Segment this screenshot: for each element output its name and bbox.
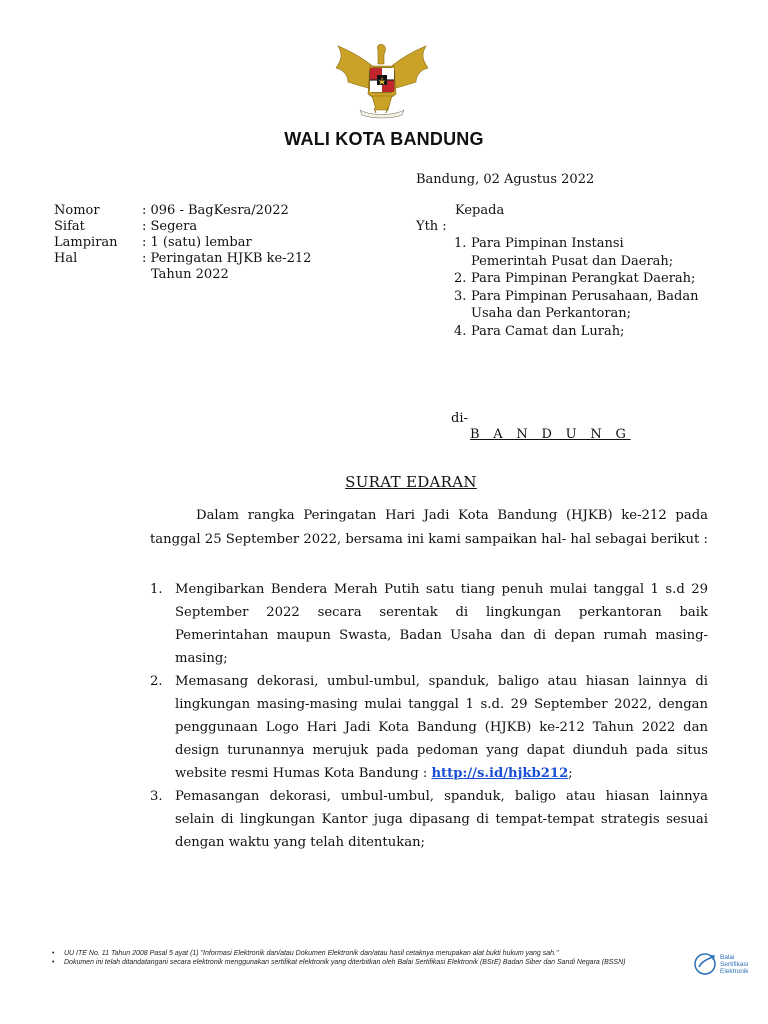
letter-date: Bandung, 02 Agustus 2022 bbox=[416, 172, 595, 187]
recipient-text: Para Camat dan Lurah; bbox=[471, 323, 625, 339]
recipient-yth: Yth : bbox=[416, 219, 447, 234]
bsre-logo bbox=[694, 951, 764, 979]
bsre-label-line: Balai bbox=[720, 954, 735, 961]
page-title: WALI KOTA BANDUNG bbox=[284, 129, 484, 149]
instruction-number: 3. bbox=[150, 789, 163, 804]
footer-note-text: UU ITE No. 11 Tahun 2008 Pasal 5 ayat (1) "Informasi Elektronik dan/atau Dokumen Elektronik dan/atau hasil cetaknya merupakan alat bukti hukum yang sah." bbox=[64, 950, 559, 957]
meta-value: : Segera bbox=[142, 219, 198, 234]
recipient-number: 3. bbox=[454, 288, 467, 304]
recipient-di: di- bbox=[451, 411, 468, 426]
meta-key: Lampiran bbox=[54, 235, 118, 250]
recipient-item bbox=[451, 235, 701, 270]
recipient-city: B A N D U N G bbox=[470, 427, 631, 442]
meta-row-hal bbox=[54, 251, 311, 267]
bsre-label-line: Elektronik bbox=[720, 968, 749, 975]
instruction-item bbox=[150, 670, 708, 785]
meta-row-hal-cont bbox=[54, 267, 311, 283]
instruction-text: Pemasangan dekorasi, umbul-umbul, spanduk, baligo atau hiasan lainnya selain di lingkungan Kantor juga dipasang di tempat-tempat strategis sesuai dengan waktu yang telah ditentukan; bbox=[175, 789, 708, 850]
instruction-text: Mengibarkan Bendera Merah Putih satu tiang penuh mulai tanggal 1 s.d 29 September 2022 secara serentak di lingkungan perkantoran baik Pemerintahan maupun Swasta, Badan Usaha dan di depan rumah masing-masing; bbox=[175, 582, 708, 666]
recipient-item bbox=[451, 323, 701, 341]
recipient-number: 2. bbox=[454, 271, 467, 286]
instruction-item bbox=[150, 785, 708, 854]
recipient-text: Para Pimpinan Instansi Pemerintah Pusat dan Daerah; bbox=[471, 236, 674, 269]
bsre-label-line: Sertifikasi bbox=[720, 961, 749, 968]
meta-row-nomor bbox=[54, 203, 311, 219]
recipient-text: Para Pimpinan Perangkat Daerah; bbox=[471, 271, 696, 286]
intro-paragraph: Dalam rangka Peringatan Hari Jadi Kota Bandung (HJKB) ke-212 pada tanggal 25 September 2022, bersama ini kami sampaikan hal- hal sebagai berikut : bbox=[150, 508, 708, 547]
instruction-item bbox=[150, 578, 708, 670]
footer-note-text: Dokumen ini telah ditandatangani secara elektronik menggunakan sertifikat elektronik yang diterbitkan oleh Balai Sertifikasi Elektronik (BSrE) Badan Siber dan Sandi Negara (BSSN) bbox=[64, 958, 626, 966]
recipient-item bbox=[451, 270, 701, 288]
recipient-number: 4. bbox=[454, 323, 467, 339]
bullet-icon: • bbox=[52, 958, 55, 966]
footer-note bbox=[52, 959, 692, 968]
meta-row-lampiran bbox=[54, 235, 311, 251]
hjkb-guideline-link[interactable]: http://s.id/hjkb212 bbox=[431, 766, 569, 781]
meta-key: Sifat bbox=[54, 219, 85, 234]
meta-value-cont: Tahun 2022 bbox=[151, 267, 229, 282]
instruction-list bbox=[150, 578, 708, 854]
garuda-pancasila-emblem bbox=[330, 42, 434, 120]
bullet-icon: • bbox=[52, 950, 55, 957]
recipient-number: 1. bbox=[454, 236, 467, 251]
bsre-icon bbox=[694, 951, 718, 977]
footer-note bbox=[52, 950, 692, 959]
instruction-tail: ; bbox=[568, 766, 573, 781]
meta-key: Hal bbox=[54, 251, 78, 266]
bsre-label bbox=[720, 954, 749, 975]
section-heading: SURAT EDARAN bbox=[345, 473, 477, 491]
meta-key: Nomor bbox=[54, 203, 100, 218]
instruction-number: 1. bbox=[150, 582, 163, 597]
instruction-number: 2. bbox=[150, 674, 163, 689]
recipient-text: Para Pimpinan Perusahaan, Badan Usaha dan Perkantoran; bbox=[471, 288, 699, 321]
meta-row-sifat bbox=[54, 219, 311, 235]
meta-value: : Peringatan HJKB ke-212 bbox=[142, 251, 312, 266]
footer-notes bbox=[52, 950, 692, 967]
recipient-list bbox=[451, 235, 701, 340]
recipient-item bbox=[451, 288, 701, 323]
meta-value: : 1 (satu) lembar bbox=[142, 235, 252, 250]
recipient-kepada: Kepada bbox=[455, 203, 505, 218]
meta-value: : 096 - BagKesra/2022 bbox=[142, 203, 289, 218]
letter-meta bbox=[54, 203, 311, 283]
instruction-text: Memasang dekorasi, umbul-umbul, spanduk, baligo atau hiasan lainnya di lingkungan masing-masing mulai tanggal 1 s.d. 29 September 2022, dengan penggunaan Logo Hari Jadi Kota Bandung (HJKB) ke-212 Tahun 2022 dan design turunannya merujuk pada pedoman yang dapat diunduh pada situs website resmi Humas Kota Bandung : bbox=[175, 674, 708, 781]
